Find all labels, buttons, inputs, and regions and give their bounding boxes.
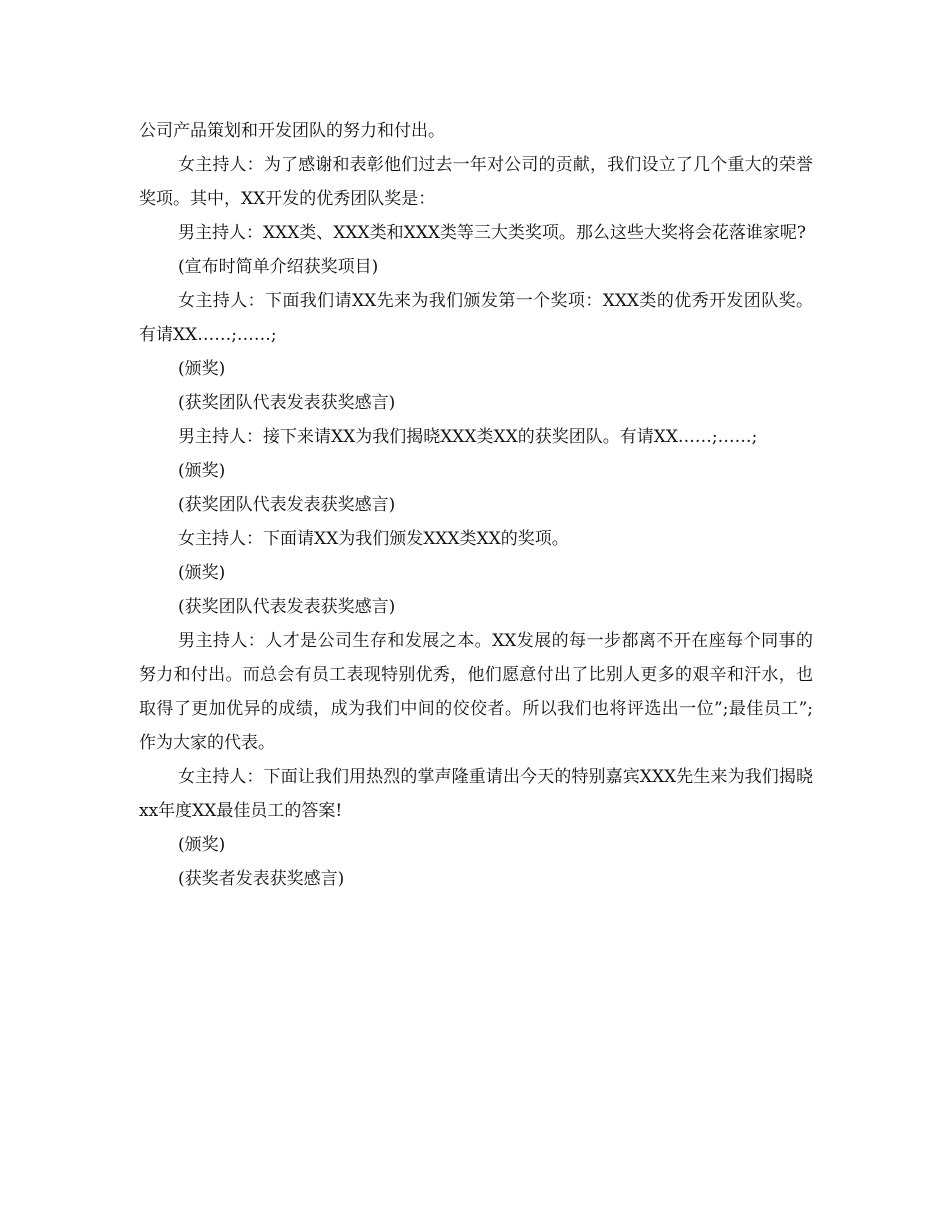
document-body [139,114,813,896]
paragraph: (颁奖) [178,563,226,583]
paragraph: 男主持人：人才是公司生存和发展之本。XX发展的每一步都离不开在座每个同事的努力和付出。而总会有员工表现特别优秀，他们愿意付出了比别人更多的艰辛和汗水，也取得了更加优异的成绩，成为我们中间的佼佼者。所以我们也将评选出一位”;最佳员工”;作为大家的代表。 [139,631,813,753]
paragraph: (颁奖) [178,461,226,481]
paragraph: 女主持人：为了感谢和表彰他们过去一年对公司的贡献，我们设立了几个重大的荣誉奖项。其中，XX开发的优秀团队奖是： [139,155,813,209]
paragraph: 女主持人：下面我们请XX先来为我们颁发第一个奖项：XXX类的优秀开发团队奖。有请XX……;……; [139,291,813,345]
paragraph: 公司产品策划和开发团队的努力和付出。 [139,121,445,141]
paragraph: 女主持人：下面请XX为我们颁发XXX类XX的奖项。 [178,529,569,549]
paragraph: (获奖团队代表发表获奖感言) [178,393,396,413]
paragraph: (颁奖) [178,835,226,855]
paragraph: (获奖者发表获奖感言) [178,869,345,889]
paragraph: 女主持人：下面让我们用热烈的掌声隆重请出今天的特别嘉宾XXX先生来为我们揭晓xx年度XX最佳员工的答案! [139,767,813,821]
paragraph: 男主持人：XXX类、XXX类和XXX类等三大类奖项。那么这些大奖将会花落谁家呢? [178,223,807,243]
paragraph: (宣布时简单介绍获奖项目) [178,257,379,277]
paragraph: (获奖团队代表发表获奖感言) [178,597,396,617]
paragraph: (获奖团队代表发表获奖感言) [178,495,396,515]
paragraph: (颁奖) [178,359,226,379]
paragraph: 男主持人：接下来请XX为我们揭晓XXX类XX的获奖团队。有请XX……;……; [178,427,758,447]
